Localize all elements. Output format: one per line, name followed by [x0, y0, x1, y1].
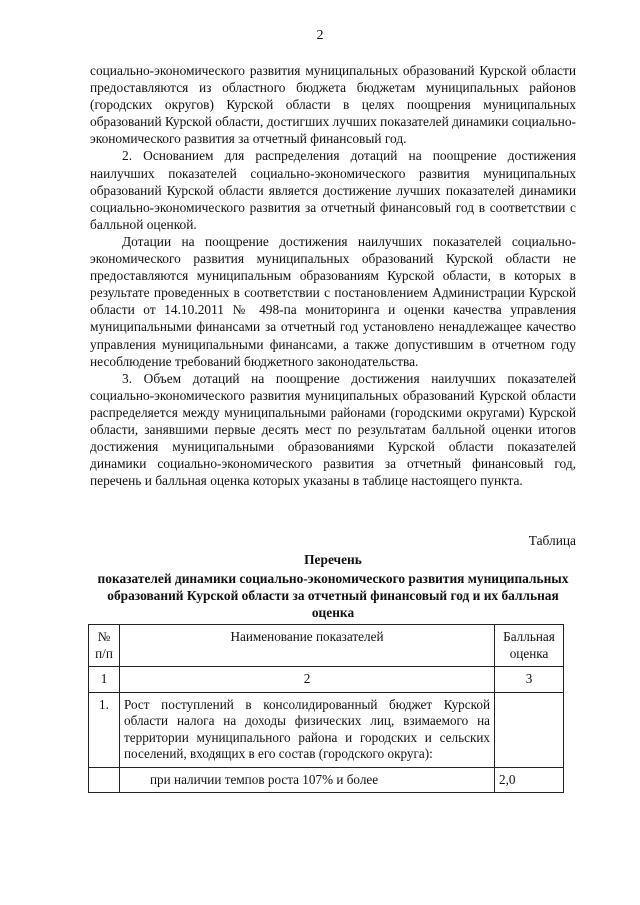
header-score: Балльная оценка — [495, 625, 564, 667]
row-score — [495, 692, 564, 767]
header-number: № п/п — [89, 625, 120, 667]
header-name: Наименование показателей — [120, 625, 495, 667]
title-sub: показателей динамики социально-экономического развития муниципальных образований Курской области за отчетный финансовый год и их балльная оценка — [97, 571, 569, 620]
paragraph-exclusion: Дотации на поощрение достижения наилучших показателей социально-экономического развития муниципальных образований Курской области не предоставляются муниципальным образованиям Курской области, в которых в результате проведенных в соответствии с постановлением Администрации Курской области от 14.10.2011 № 498-па мониторинга и оценки качества управления муниципальными финансами за отчетный год установлено ненадлежащее качество управления муниципальными финансами, а также допустившим в отчетном году несоблюдение требований бюджетного законодательства. — [90, 233, 576, 369]
paragraph-continuation: социально-экономического развития муниципальных образований Курской области предоставляются из областного бюджета бюджетам муниципальных районов (городских округов) Курской области в целях поощрения муниципальных образований Курской области, достигших лучших показателей динамики социально-экономического развития за отчетный финансовый год. — [90, 63, 577, 147]
column-number: 2 — [120, 667, 495, 693]
row-number — [89, 767, 120, 793]
row-score: 2,0 — [495, 767, 564, 793]
row-number: 1. — [89, 692, 120, 767]
table-header-row — [89, 625, 564, 667]
paragraph-2: 2. Основанием для распределения дотаций на поощрение достижения наилучших показателей социально-экономического развития муниципальных образований Курской области является достижение лучших показателей динамики социально-экономического развития за отчетный финансовый год в соответствии с балльной оценкой. — [90, 148, 576, 232]
title-main: Перечень — [304, 552, 362, 567]
table-row — [89, 767, 564, 793]
row-name: при наличии темпов роста 107% и более — [120, 767, 495, 793]
column-number: 3 — [495, 667, 564, 693]
body-text — [90, 62, 576, 489]
table-caption: Таблица — [528, 533, 576, 548]
row-name: Рост поступлений в консолидированный бюджет Курской области налога на доходы физических лиц, взимаемого на территории муниципального района и городских и сельских поселений, входящих в его состав (городского округа): — [120, 692, 495, 767]
table-row — [89, 692, 564, 767]
table-title — [90, 551, 576, 621]
page-number: 2 — [316, 28, 324, 43]
column-number-row — [89, 667, 564, 693]
paragraph-3: 3. Объем дотаций на поощрение достижения наилучших показателей социально-экономического развития муниципальных образований Курской области распределяется между муниципальными районами (городскими округами) Курской области, занявшими первые десять мест по результатам балльной оценки итогов достижения муниципальными образованиями Курской области показателей динамики социально-экономического развития за отчетный финансовый год, перечень и балльная оценка которых указаны в таблице настоящего пункта. — [90, 370, 576, 489]
indicators-table — [88, 624, 564, 793]
column-number: 1 — [89, 667, 120, 693]
